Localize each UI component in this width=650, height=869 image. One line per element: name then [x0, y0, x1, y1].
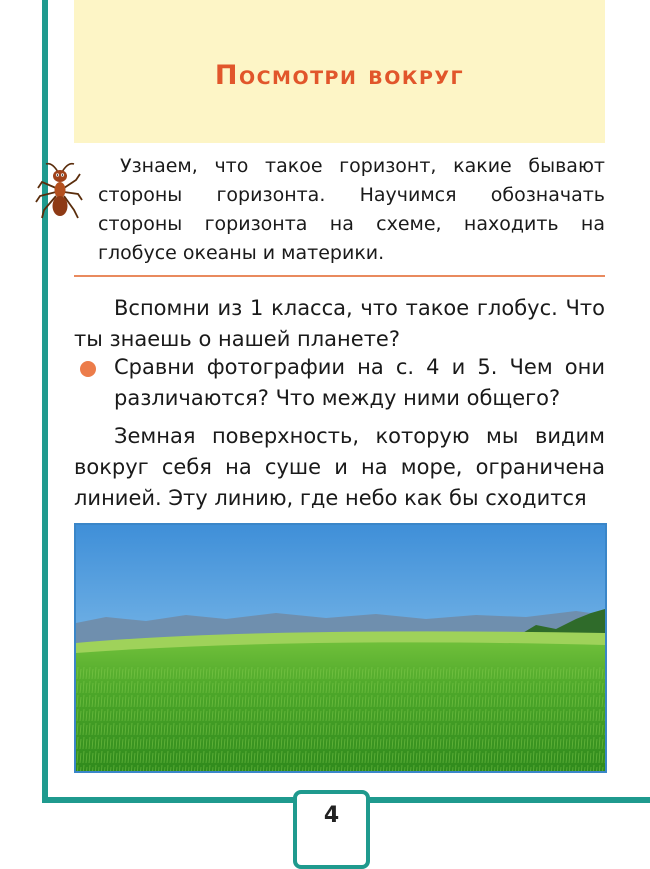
page-number: 4 [323, 803, 340, 828]
section-divider [74, 275, 605, 277]
page-number-tab [293, 790, 370, 869]
field-photo [74, 523, 607, 773]
title-band [74, 0, 605, 143]
paragraph-horizon: Земная поверхность, которую мы видим вокруг себя на суше и на море, ограничена линией. Эту линию, где небо как бы сходится [74, 424, 605, 510]
ant-icon [34, 160, 84, 220]
task-text: Сравни фотографии на с. 4 и 5. Чем они различаются? Что между ними общего? [114, 355, 605, 410]
task-bullet-icon [80, 361, 96, 377]
page-frame-left [42, 0, 48, 803]
intro-text: Узнаем, что такое горизонт, какие бывают стороны горизонта. Научимся обозначать стороны горизонта на схеме, находить на глобусе океаны и материки. [98, 155, 605, 264]
page-title: Посмотри вокруг [214, 60, 465, 91]
task-compare-photos [74, 352, 605, 414]
paragraph-recall: Вспомни из 1 класса, что такое глобус. Что ты знаешь о нашей планете? [74, 296, 605, 351]
